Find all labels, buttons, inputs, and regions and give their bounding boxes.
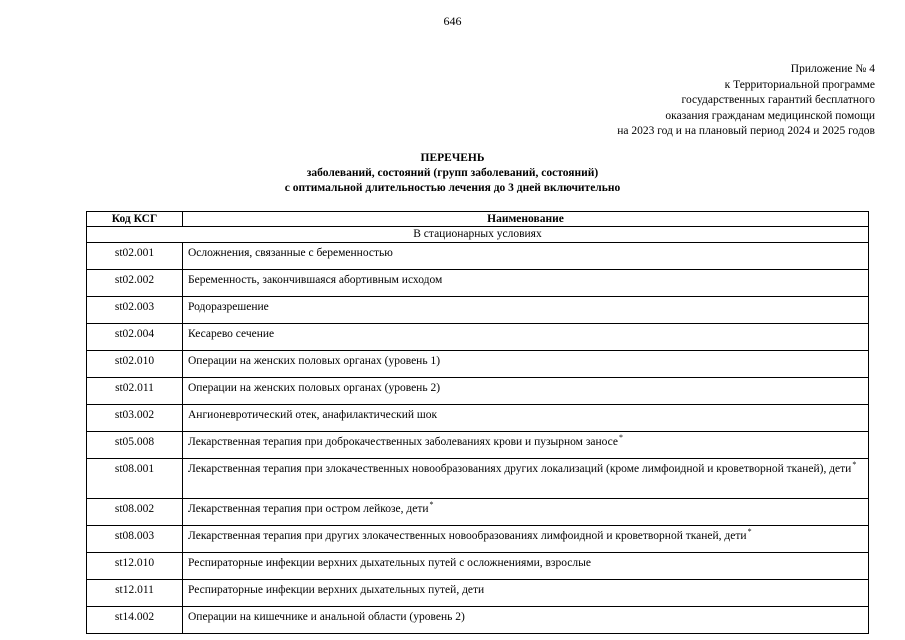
ksg-name-text: Операции на женских половых органах (уровень 1) — [188, 355, 441, 367]
header-name: Наименование — [183, 212, 869, 227]
appendix-line: Приложение № 4 — [790, 63, 875, 75]
ksg-name-cell — [183, 526, 869, 553]
ksg-name-cell — [183, 297, 869, 324]
footnote-asterisk: * — [747, 527, 752, 537]
footnote-asterisk: * — [429, 500, 434, 510]
ksg-code-cell: st08.003 — [87, 526, 183, 553]
ksg-name-text: Лекарственная терапия при других злокачественных новообразованиях лимфоидной и кроветворной тканей, дети — [188, 530, 747, 542]
table-row — [87, 432, 869, 459]
ksg-name-text: Лекарственная терапия при доброкачественных заболеваниях крови и пузырном заносе — [188, 436, 619, 448]
table-row — [87, 378, 869, 405]
ksg-code-cell: st12.010 — [87, 553, 183, 580]
page-number: 646 — [443, 14, 462, 28]
ksg-code-cell: st02.011 — [87, 378, 183, 405]
ksg-name-cell — [183, 351, 869, 378]
section-label: В стационарных условиях — [87, 227, 869, 243]
table-row — [87, 297, 869, 324]
header-code: Код КСГ — [87, 212, 183, 227]
ksg-name-cell — [183, 378, 869, 405]
ksg-name-cell — [183, 459, 869, 499]
ksg-name-text: Беременность, закончившаяся абортивным исходом — [188, 274, 443, 286]
ksg-name-text: Лекарственная терапия при остром лейкозе, дети — [188, 503, 429, 515]
table-row — [87, 553, 869, 580]
ksg-name-text: Операции на кишечнике и анальной области (уровень 2) — [188, 611, 465, 623]
appendix-line: к Территориальной программе — [724, 78, 875, 91]
title-heading: ПЕРЕЧЕНЬ — [420, 152, 485, 164]
ksg-name-cell — [183, 432, 869, 459]
table-row — [87, 270, 869, 297]
ksg-code-cell: st05.008 — [87, 432, 183, 459]
ksg-code-cell: st02.001 — [87, 243, 183, 270]
ksg-name-cell — [183, 324, 869, 351]
ksg-name-text: Ангионевротический отек, анафилактический шок — [188, 409, 438, 421]
ksg-code-cell: st08.001 — [87, 459, 183, 499]
document-title — [0, 151, 905, 196]
table-row — [87, 607, 869, 634]
table-row — [87, 405, 869, 432]
ksg-code-cell: st02.003 — [87, 297, 183, 324]
table-row — [87, 243, 869, 270]
ksg-code-cell: st02.010 — [87, 351, 183, 378]
title-line: заболеваний, состояний (групп заболеваний, состояний) — [306, 167, 599, 179]
ksg-name-cell — [183, 499, 869, 526]
table-row — [87, 351, 869, 378]
appendix-line: государственных гарантий бесплатного — [681, 94, 875, 106]
section-row — [87, 227, 869, 243]
appendix-note — [617, 62, 875, 140]
ksg-name-cell — [183, 607, 869, 634]
ksg-name-text: Кесарево сечение — [188, 328, 275, 340]
table-row — [87, 459, 869, 499]
appendix-line: на 2023 год и на плановый период 2024 и 2025 годов — [617, 125, 875, 137]
ksg-name-text: Респираторные инфекции верхних дыхательных путей, дети — [188, 584, 485, 596]
ksg-name-text: Респираторные инфекции верхних дыхательных путей с осложнениями, взрослые — [188, 557, 591, 569]
table-row — [87, 526, 869, 553]
ksg-name-cell — [183, 553, 869, 580]
table-header-row — [87, 212, 869, 227]
ksg-name-text: Родоразрешение — [188, 301, 269, 313]
ksg-name-text: Осложнения, связанные с беременностью — [188, 247, 393, 259]
ksg-code-cell: st02.002 — [87, 270, 183, 297]
table-row — [87, 324, 869, 351]
ksg-name-text: Лекарственная терапия при злокачественных новообразованиях других локализаций (кроме лимфоидной и кроветворной тканей), дети — [188, 463, 852, 475]
ksg-code-cell: st02.004 — [87, 324, 183, 351]
table-row — [87, 580, 869, 607]
ksg-name-cell — [183, 405, 869, 432]
ksg-name-cell — [183, 243, 869, 270]
ksg-name-cell — [183, 270, 869, 297]
ksg-name-cell — [183, 580, 869, 607]
table-row — [87, 499, 869, 526]
ksg-code-cell: st12.011 — [87, 580, 183, 607]
title-line: с оптимальной длительностью лечения до 3 дней включительно — [284, 182, 621, 194]
footnote-asterisk: * — [852, 460, 857, 470]
ksg-code-cell: st03.002 — [87, 405, 183, 432]
ksg-name-text: Операции на женских половых органах (уровень 2) — [188, 382, 441, 394]
ksg-table — [86, 211, 869, 634]
footnote-asterisk: * — [619, 433, 624, 443]
ksg-code-cell: st08.002 — [87, 499, 183, 526]
appendix-line: оказания гражданам медицинской помощи — [665, 109, 875, 122]
ksg-code-cell: st14.002 — [87, 607, 183, 634]
